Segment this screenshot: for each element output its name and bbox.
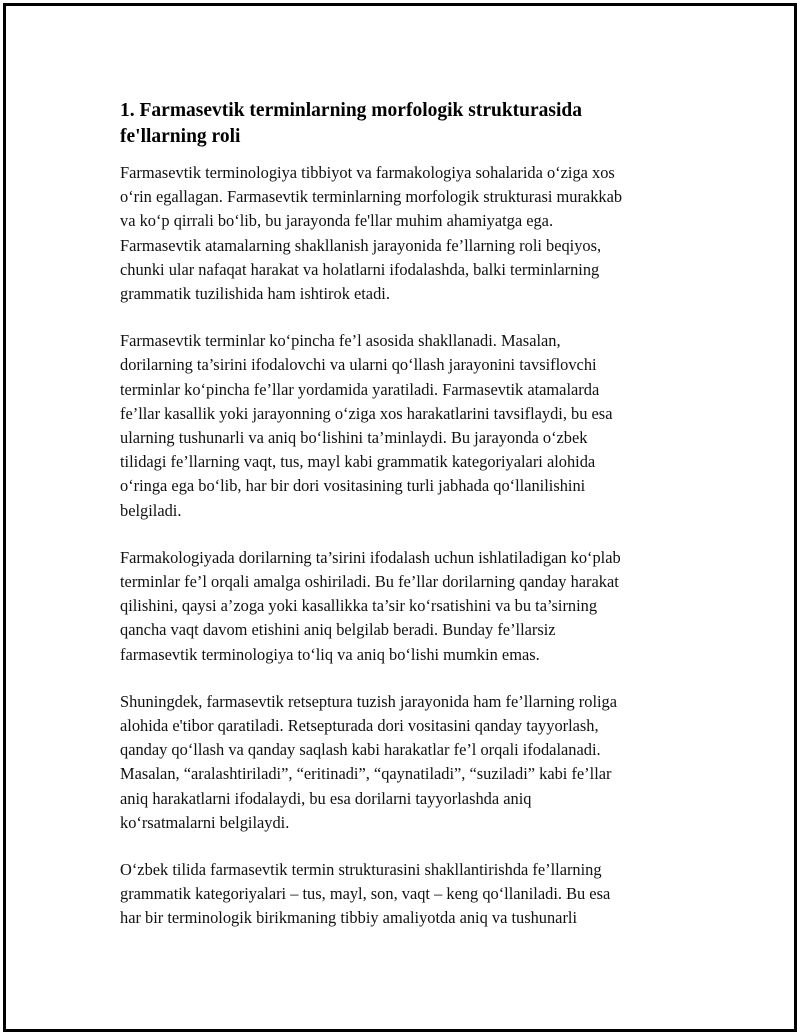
document-page [3, 3, 797, 1032]
paragraph-line: tilidagi fe’llarning vaqt, tus, mayl kabi grammatik kategoriyalari alohida [120, 452, 596, 472]
document-content [120, 98, 700, 954]
paragraph-line: Farmasevtik terminlar ko‘pincha fe’l asosida shakllanadi. Masalan, [120, 331, 561, 351]
paragraph-line: har bir terminologik birikmaning tibbiy amaliyotda aniq va tushunarli [120, 908, 578, 928]
section-heading [120, 98, 700, 150]
paragraph-line: terminlar fe’l orqali amalga oshiriladi. Bu fe’llar dorilarning qanday harakat [120, 572, 619, 592]
paragraph-line: Farmasevtik atamalarning shakllanish jarayonida fe’llarning roli beqiyos, [120, 235, 602, 255]
paragraph [120, 858, 700, 931]
paragraph [120, 546, 700, 667]
heading-line: 1. Farmasevtik terminlarning morfologik strukturasida [120, 100, 583, 121]
paragraph-line: qilishini, qaysi a’zoga yoki kasallikka ta’sir ko‘rsatishini va bu ta’sirning [120, 596, 598, 616]
paragraph-line: ko‘rsatmalarni belgilaydi. [120, 812, 290, 832]
paragraph-line: fe’llar kasallik yoki jarayonning o‘ziga xos harakatlarini tavsiflaydi, bu esa [120, 403, 613, 423]
paragraph-line: grammatik kategoriyalari – tus, mayl, son, vaqt – keng qo‘llaniladi. Bu esa [120, 884, 611, 904]
paragraph-line: qancha vaqt davom etishini aniq belgilab beradi. Bunday fe’llarsiz [120, 620, 556, 640]
paragraph [120, 161, 700, 306]
paragraph-line: farmasevtik terminologiya to‘liq va aniq bo‘lishi mumkin emas. [120, 644, 540, 664]
paragraph-line: chunki ular nafaqat harakat va holatlarni ifodalashda, balki terminlarning [120, 259, 600, 279]
paragraph-line: Farmasevtik terminologiya tibbiyot va farmakologiya sohalarida o‘ziga xos [120, 163, 615, 182]
paragraph-line: Farmakologiyada dorilarning ta’sirini ifodalash uchun ishlatiladigan ko‘plab [120, 547, 621, 567]
paragraph [120, 690, 700, 835]
paragraph-line: aniq harakatlarni ifodalaydi, bu esa dorilarni tayyorlashda aniq [120, 788, 532, 808]
paragraph-line: qanday qo‘llash va qanday saqlash kabi harakatlar fe’l orqali ifodalanadi. [120, 740, 601, 760]
paragraph-line: belgiladi. [120, 500, 182, 520]
paragraph-line: Masalan, “aralashtiriladi”, “eritinadi”, “qaynatiladi”, “suziladi” kabi fe’llar [120, 764, 612, 784]
paragraph [120, 329, 700, 523]
paragraph-line: alohida e'tibor qaratiladi. Retsepturada dori vositasini qanday tayyorlash, [120, 716, 599, 736]
paragraph-line: Shuningdek, farmasevtik retseptura tuzish jarayonida ham fe’llarning roliga [120, 691, 618, 711]
paragraph-line: ularning tushunarli va aniq bo‘lishini ta’minlaydi. Bu jarayonda o‘zbek [120, 428, 588, 448]
paragraph-line: grammatik tuzilishida ham ishtirok etadi. [120, 284, 390, 304]
paragraph-line: O‘zbek tilida farmasevtik termin strukturasini shakllantirishda fe’llarning [120, 860, 602, 880]
paragraph-line: o‘ringa ega bo‘lib, har bir dori vositasining turli jabhada qo‘llanilishini [120, 476, 586, 496]
paragraph-line: va ko‘p qirrali bo‘lib, bu jarayonda fe'llar muhim ahamiyatga ega. [120, 211, 554, 231]
heading-line: fe'llarning roli [120, 126, 241, 147]
paragraph-line: o‘rin egallagan. Farmasevtik terminlarning morfologik strukturasi murakkab [120, 187, 623, 207]
paragraph-line: terminlar ko‘pincha fe’llar yordamida yaratiladi. Farmasevtik atamalarda [120, 379, 600, 399]
paragraph-line: dorilarning ta’sirini ifodalovchi va ularni qo‘llash jarayonini tavsiflovchi [120, 355, 597, 375]
